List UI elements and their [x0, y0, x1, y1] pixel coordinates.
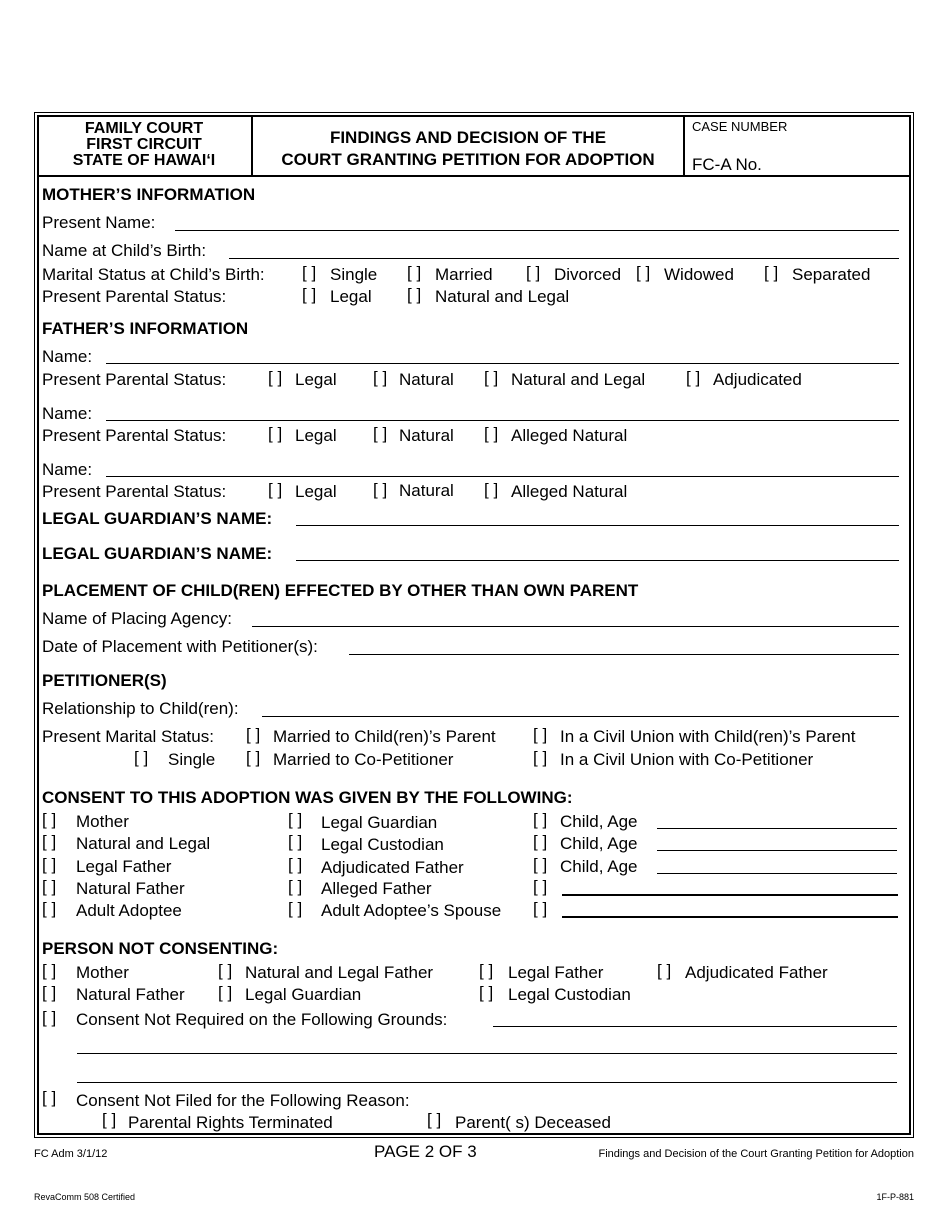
- mother-heading: MOTHER’S INFORMATION: [42, 185, 256, 204]
- nc-rights-terminated-checkbox[interactable]: [102, 1110, 116, 1130]
- consent-adjudicated-father-checkbox[interactable]: [288, 855, 302, 875]
- checkbox-box[interactable]: [ ]: [288, 855, 303, 874]
- footer-page-number: PAGE 2 OF 3: [374, 1142, 477, 1161]
- consent-legal-father-label: Legal Father: [76, 857, 172, 876]
- father3-name-input[interactable]: [106, 476, 899, 477]
- nc-not-required-label: Consent Not Required on the Following Grounds:: [76, 1010, 448, 1029]
- form-title-line-2: COURT GRANTING PETITION FOR ADOPTION: [281, 150, 655, 169]
- consent-natural-father-checkbox[interactable]: [42, 877, 56, 897]
- father2-legal-label: Legal: [295, 426, 337, 445]
- guardian1-input[interactable]: [296, 525, 899, 526]
- mother-divorced-checkbox[interactable]: [526, 263, 540, 283]
- nc-adjudicated-father-label: Adjudicated Father: [685, 963, 828, 982]
- nc-natural-father-label: Natural Father: [76, 985, 185, 1004]
- footer-code: 1F-P-881: [876, 1192, 914, 1202]
- pet-married-copet-label: Married to Co-Petitioner: [273, 750, 454, 769]
- consent-child2-age-input[interactable]: [657, 850, 897, 851]
- mother-separated-label: Separated: [792, 265, 871, 284]
- mother-marital-label: Marital Status at Child’s Birth:: [42, 265, 265, 284]
- father1-adjudicated-label: Adjudicated: [713, 370, 802, 389]
- consent-legal-guardian-checkbox[interactable]: [288, 810, 302, 830]
- pet-marital-label: Present Marital Status:: [42, 727, 214, 746]
- checkbox-box[interactable]: [ ]: [533, 899, 548, 918]
- consent-other1-checkbox[interactable]: [533, 877, 547, 897]
- checkbox-box[interactable]: [ ]: [373, 424, 388, 443]
- checkbox-box[interactable]: [ ]: [373, 368, 388, 387]
- placement-date-label: Date of Placement with Petitioner(s):: [42, 637, 318, 656]
- placement-heading: PLACEMENT OF CHILD(REN) EFFECTED BY OTHER THAN OWN PARENT: [42, 581, 639, 600]
- father1-natural-checkbox[interactable]: [373, 368, 387, 388]
- checkbox-box[interactable]: [ ]: [479, 983, 494, 1002]
- checkbox-box[interactable]: [ ]: [246, 725, 261, 744]
- pet-married-parent-label: Married to Child(ren)’s Parent: [273, 727, 496, 746]
- father1-adjudicated-checkbox[interactable]: [686, 368, 700, 388]
- nc-legal-father-label: Legal Father: [508, 963, 604, 982]
- checkbox-box[interactable]: [ ]: [373, 480, 388, 499]
- mother-married-checkbox[interactable]: [407, 263, 421, 283]
- consent-mother-checkbox[interactable]: [42, 810, 56, 830]
- pet-single-label: Single: [168, 750, 216, 769]
- father2-alleged-label: Alleged Natural: [511, 426, 628, 445]
- mother-divorced-label: Divorced: [554, 265, 622, 284]
- nc-mother-checkbox[interactable]: [42, 961, 56, 981]
- father2-name-input[interactable]: [106, 420, 899, 421]
- nc-grounds-input-2[interactable]: [77, 1053, 897, 1054]
- checkbox-box[interactable]: [ ]: [288, 899, 303, 918]
- mother-legal-checkbox[interactable]: [302, 285, 316, 305]
- checkbox-box[interactable]: [ ]: [268, 368, 283, 387]
- mother-widowed-label: Widowed: [664, 265, 734, 284]
- nc-adjudicated-father-checkbox[interactable]: [657, 961, 671, 981]
- mother-birth-name-label: Name at Child’s Birth:: [42, 241, 207, 260]
- consent-legal-father-checkbox[interactable]: [42, 855, 56, 875]
- header-bottom-rule: [37, 175, 911, 177]
- nc-natural-father-checkbox[interactable]: [42, 983, 56, 1003]
- mother-single-label: Single: [330, 265, 378, 284]
- nc-natural-legal-father-checkbox[interactable]: [218, 961, 232, 981]
- consent-natural-legal-label: Natural and Legal: [76, 834, 211, 853]
- checkbox-box[interactable]: [ ]: [533, 810, 548, 829]
- consent-adult-adoptee-label: Adult Adoptee: [76, 901, 182, 920]
- consent-legal-custodian-checkbox[interactable]: [288, 832, 302, 852]
- pet-civil-union-parent-label: In a Civil Union with Child(ren)’s Parent: [560, 727, 856, 746]
- pet-civil-union-copet-checkbox[interactable]: [533, 748, 547, 768]
- footer-certified: RevaComm 508 Certified: [34, 1192, 136, 1202]
- checkbox-box[interactable]: [ ]: [526, 263, 541, 282]
- pet-civil-union-parent-checkbox[interactable]: [533, 725, 547, 745]
- nc-grounds-input-3[interactable]: [77, 1082, 897, 1083]
- mother-separated-checkbox[interactable]: [764, 263, 778, 283]
- nc-not-filed-checkbox[interactable]: [42, 1088, 56, 1108]
- nc-rights-terminated-label: Parental Rights Terminated: [128, 1113, 333, 1132]
- footer-form-id: FC Adm 3/1/12: [34, 1148, 108, 1160]
- checkbox-box[interactable]: [ ]: [407, 263, 422, 282]
- checkbox-box[interactable]: [ ]: [288, 832, 303, 851]
- pet-married-parent-checkbox[interactable]: [246, 725, 260, 745]
- header-divider-1: [251, 115, 253, 176]
- consent-adoptee-spouse-checkbox[interactable]: [288, 899, 302, 919]
- consent-legal-guardian-label: Legal Guardian: [321, 813, 438, 832]
- checkbox-box[interactable]: [ ]: [533, 877, 548, 896]
- consent-child1-label: Child, Age: [560, 812, 638, 831]
- consent-mother-label: Mother: [76, 812, 129, 831]
- checkbox-box[interactable]: [ ]: [484, 480, 499, 499]
- checkbox-box[interactable]: [ ]: [686, 368, 701, 387]
- checkbox-box[interactable]: [ ]: [427, 1110, 442, 1129]
- case-number-label: CASE NUMBER: [692, 119, 788, 134]
- consent-adjudicated-father-label: Adjudicated Father: [321, 858, 464, 877]
- checkbox-box[interactable]: [ ]: [42, 1088, 57, 1107]
- nc-deceased-label: Parent( s) Deceased: [455, 1113, 611, 1132]
- checkbox-box[interactable]: [ ]: [268, 480, 283, 499]
- mother-married-label: Married: [435, 265, 493, 284]
- court-name-block: [40, 121, 248, 169]
- father3-legal-checkbox[interactable]: [268, 480, 282, 500]
- consent-other2-checkbox[interactable]: [533, 899, 547, 919]
- father2-natural-label: Natural: [399, 426, 454, 445]
- mother-widowed-checkbox[interactable]: [636, 263, 650, 283]
- father3-natural-checkbox[interactable]: [373, 480, 387, 500]
- checkbox-box[interactable]: [ ]: [533, 725, 548, 744]
- father1-natural-legal-checkbox[interactable]: [484, 368, 498, 388]
- nc-legal-father-checkbox[interactable]: [479, 961, 493, 981]
- checkbox-box[interactable]: [ ]: [288, 810, 303, 829]
- guardian2-input[interactable]: [296, 560, 899, 561]
- not-consenting-heading: PERSON NOT CONSENTING:: [42, 939, 279, 958]
- checkbox-box[interactable]: [ ]: [42, 810, 57, 829]
- checkbox-box[interactable]: [ ]: [302, 285, 317, 304]
- nc-mother-label: Mother: [76, 963, 129, 982]
- father2-name-label: Name:: [42, 404, 93, 423]
- father1-legal-checkbox[interactable]: [268, 368, 282, 388]
- consent-child2-checkbox[interactable]: [533, 832, 547, 852]
- checkbox-box[interactable]: [ ]: [407, 285, 422, 304]
- mother-natural-legal-label: Natural and Legal: [435, 287, 570, 306]
- checkbox-box[interactable]: [ ]: [246, 748, 261, 767]
- consent-legal-custodian-label: Legal Custodian: [321, 835, 444, 854]
- consent-child1-checkbox[interactable]: [533, 810, 547, 830]
- checkbox-box[interactable]: [ ]: [533, 748, 548, 767]
- checkbox-box[interactable]: [ ]: [102, 1110, 117, 1129]
- checkbox-box[interactable]: [ ]: [218, 983, 233, 1002]
- father1-name-label: Name:: [42, 347, 93, 366]
- father2-parental-label: Present Parental Status:: [42, 426, 227, 445]
- father3-name-label: Name:: [42, 460, 93, 479]
- father1-legal-label: Legal: [295, 370, 337, 389]
- father1-natural-label: Natural: [399, 370, 454, 389]
- guardian1-label: LEGAL GUARDIAN’S NAME:: [42, 509, 273, 528]
- mother-legal-label: Legal: [330, 287, 372, 306]
- checkbox-box[interactable]: [ ]: [268, 424, 283, 443]
- footer-form-title: Findings and Decision of the Court Granting Petition for Adoption: [598, 1148, 914, 1160]
- father-heading: FATHER’S INFORMATION: [42, 319, 249, 338]
- court-line-1: FAMILY COURT: [84, 120, 204, 137]
- mother-present-name-input[interactable]: [175, 230, 899, 231]
- checkbox-box[interactable]: [ ]: [302, 263, 317, 282]
- father3-parental-label: Present Parental Status:: [42, 482, 227, 501]
- nc-deceased-checkbox[interactable]: [427, 1110, 441, 1130]
- pet-married-copet-checkbox[interactable]: [246, 748, 260, 768]
- court-line-2: FIRST CIRCUIT: [86, 136, 202, 153]
- nc-legal-custodian-checkbox[interactable]: [479, 983, 493, 1003]
- form-title-line-1: FINDINGS AND DECISION OF THE: [329, 128, 607, 147]
- nc-legal-guardian-label: Legal Guardian: [245, 985, 362, 1004]
- father3-alleged-label: Alleged Natural: [511, 482, 628, 501]
- checkbox-box[interactable]: [ ]: [288, 877, 303, 896]
- consent-alleged-father-checkbox[interactable]: [288, 877, 302, 897]
- placement-date-input[interactable]: [349, 654, 899, 655]
- placing-agency-label: Name of Placing Agency:: [42, 609, 232, 628]
- consent-alleged-father-label: Alleged Father: [321, 879, 432, 898]
- consent-adult-adoptee-checkbox[interactable]: [42, 899, 56, 919]
- checkbox-box[interactable]: [ ]: [533, 832, 548, 851]
- checkbox-box[interactable]: [ ]: [484, 368, 499, 387]
- checkbox-box[interactable]: [ ]: [218, 961, 233, 980]
- checkbox-box[interactable]: [ ]: [657, 961, 672, 980]
- header-divider-2: [683, 115, 685, 176]
- form-title-block: [254, 127, 682, 171]
- father2-alleged-checkbox[interactable]: [484, 424, 498, 444]
- consent-child3-checkbox[interactable]: [533, 855, 547, 875]
- consent-child1-age-input[interactable]: [657, 828, 897, 829]
- father3-natural-label: Natural: [399, 481, 454, 500]
- consent-natural-father-label: Natural Father: [76, 879, 185, 898]
- checkbox-box[interactable]: [ ]: [533, 855, 548, 874]
- pet-civil-union-copet-label: In a Civil Union with Co-Petitioner: [560, 750, 814, 769]
- father1-name-input[interactable]: [106, 363, 899, 364]
- father2-natural-checkbox[interactable]: [373, 424, 387, 444]
- checkbox-box[interactable]: [ ]: [479, 961, 494, 980]
- father3-alleged-checkbox[interactable]: [484, 480, 498, 500]
- consent-child3-label: Child, Age: [560, 857, 638, 876]
- nc-not-required-checkbox[interactable]: [42, 1008, 56, 1028]
- nc-natural-legal-father-label: Natural and Legal Father: [245, 963, 434, 982]
- consent-natural-legal-checkbox[interactable]: [42, 832, 56, 852]
- father1-parental-label: Present Parental Status:: [42, 370, 227, 389]
- consent-other1-input[interactable]: [562, 894, 898, 896]
- guardian2-label: LEGAL GUARDIAN’S NAME:: [42, 544, 273, 563]
- relationship-input[interactable]: [262, 716, 899, 717]
- relationship-label: Relationship to Child(ren):: [42, 699, 239, 718]
- mother-present-name-label: Present Name:: [42, 213, 156, 232]
- nc-not-filed-label: Consent Not Filed for the Following Reason:: [76, 1091, 410, 1110]
- pet-single-checkbox[interactable]: [134, 748, 148, 768]
- father3-legal-label: Legal: [295, 482, 337, 501]
- mother-parental-label: Present Parental Status:: [42, 287, 227, 306]
- checkbox-box[interactable]: [ ]: [42, 983, 57, 1002]
- checkbox-box[interactable]: [ ]: [42, 877, 57, 896]
- checkbox-box[interactable]: [ ]: [42, 1008, 57, 1027]
- consent-adoptee-spouse-label: Adult Adoptee’s Spouse: [321, 901, 502, 920]
- father2-legal-checkbox[interactable]: [268, 424, 282, 444]
- nc-legal-guardian-checkbox[interactable]: [218, 983, 232, 1003]
- checkbox-box[interactable]: [ ]: [42, 961, 57, 980]
- consent-child2-label: Child, Age: [560, 834, 638, 853]
- checkbox-box[interactable]: [ ]: [42, 832, 57, 851]
- nc-grounds-input-1[interactable]: [493, 1026, 897, 1027]
- petitioners-heading: PETITIONER(S): [42, 671, 167, 690]
- court-line-3: STATE OF HAWAI‘I: [72, 152, 216, 169]
- nc-legal-custodian-label: Legal Custodian: [508, 985, 631, 1004]
- checkbox-box[interactable]: [ ]: [42, 855, 57, 874]
- consent-heading: CONSENT TO THIS ADOPTION WAS GIVEN BY THE FOLLOWING:: [42, 788, 573, 807]
- mother-single-checkbox[interactable]: [302, 263, 316, 283]
- checkbox-box[interactable]: [ ]: [42, 899, 57, 918]
- checkbox-box[interactable]: [ ]: [764, 263, 779, 282]
- checkbox-box[interactable]: [ ]: [636, 263, 651, 282]
- consent-other2-input[interactable]: [562, 916, 898, 918]
- checkbox-box[interactable]: [ ]: [134, 748, 149, 767]
- consent-child3-age-input[interactable]: [657, 873, 897, 874]
- checkbox-box[interactable]: [ ]: [484, 424, 499, 443]
- mother-birth-name-input[interactable]: [229, 258, 899, 259]
- mother-natural-legal-checkbox[interactable]: [407, 285, 421, 305]
- case-number-field[interactable]: FC-A No.: [692, 155, 762, 174]
- placing-agency-input[interactable]: [252, 626, 899, 627]
- father1-natural-legal-label: Natural and Legal: [511, 370, 646, 389]
